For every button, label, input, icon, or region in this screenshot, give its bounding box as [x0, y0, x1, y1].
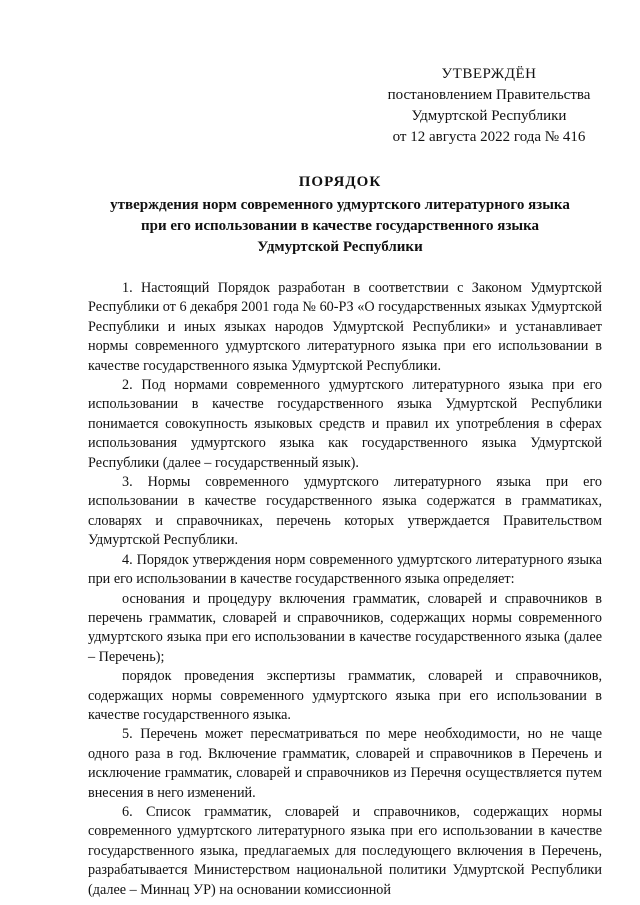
paragraph: 1. Настоящий Порядок разработан в соответствии с Законом Удмуртской Республики от 6 декабря 2001 года № 60-РЗ «О государственных языках Удмуртской Республики и иных языках народов Удмуртской Республики» и устанавливает нормы современного удмуртского литературного языка при его использовании в качестве государственного языка Удмуртской Республики.: [88, 280, 602, 374]
document-body: [88, 279, 602, 900]
approval-heading: УТВЕРЖДЁН: [441, 66, 537, 82]
title-line-1: утверждения норм современного удмуртского литературного языка: [110, 197, 570, 213]
paragraph: 6. Список грамматик, словарей и справочников, содержащих нормы современного удмуртского литературного языка при его использовании в качестве государственного языка, предлагаемых для последующего включения в Перечень, разрабатывается Министерством национальной политики Удмуртской Республики (далее – Миннац УР) на основании комиссионной: [88, 803, 602, 898]
approval-date: от 12 августа 2022 года № 416: [392, 129, 586, 145]
approval-region: Удмуртской Республики: [411, 108, 567, 124]
paragraph: 5. Перечень может пересматриваться по мере необходимости, но не чаще одного раза в год. Включение грамматик, словарей и справочников в Перечень и исключение грамматик, словарей и справочников из Перечня осуществляется путем внесения в него изменений.: [88, 726, 602, 801]
paragraph: 3. Нормы современного удмуртского литературного языка при его использовании в качестве государственного языка содержатся в грамматиках, словарях и справочниках, перечень которых утверждается Правительством Удмуртской Республики.: [88, 474, 602, 549]
paragraph: 4. Порядок утверждения норм современного удмуртского литературного языка при его использовании в качестве государственного языка определяет:: [88, 551, 602, 588]
approval-stamp: [384, 64, 594, 148]
document-title: [90, 172, 590, 258]
paragraph: основания и процедуру включения грамматик, словарей и справочников в перечень грамматик, словарей и справочников, содержащих нормы современного удмуртского языка при его использовании в качестве государственного языка (далее – Перечень);: [88, 590, 602, 665]
title-line-3: Удмуртской Республики: [257, 239, 423, 255]
approval-issuer: постановлением Правительства: [387, 87, 591, 103]
paragraph: 2. Под нормами современного удмуртского литературного языка при его использовании в качестве государственного языка Удмуртской Республики понимается совокупность языковых средств и правил их употребления в сферах использования удмуртского языка как государственного языка Удмуртской Республики (далее – государственный язык).: [88, 377, 602, 471]
title-main: ПОРЯДОК: [298, 174, 382, 190]
title-line-2: при его использовании в качестве государственного языка: [140, 218, 540, 234]
paragraph: порядок проведения экспертизы грамматик, словарей и справочников, содержащих нормы современного удмуртского языка при его использовании в качестве государственного языка.: [88, 668, 602, 723]
